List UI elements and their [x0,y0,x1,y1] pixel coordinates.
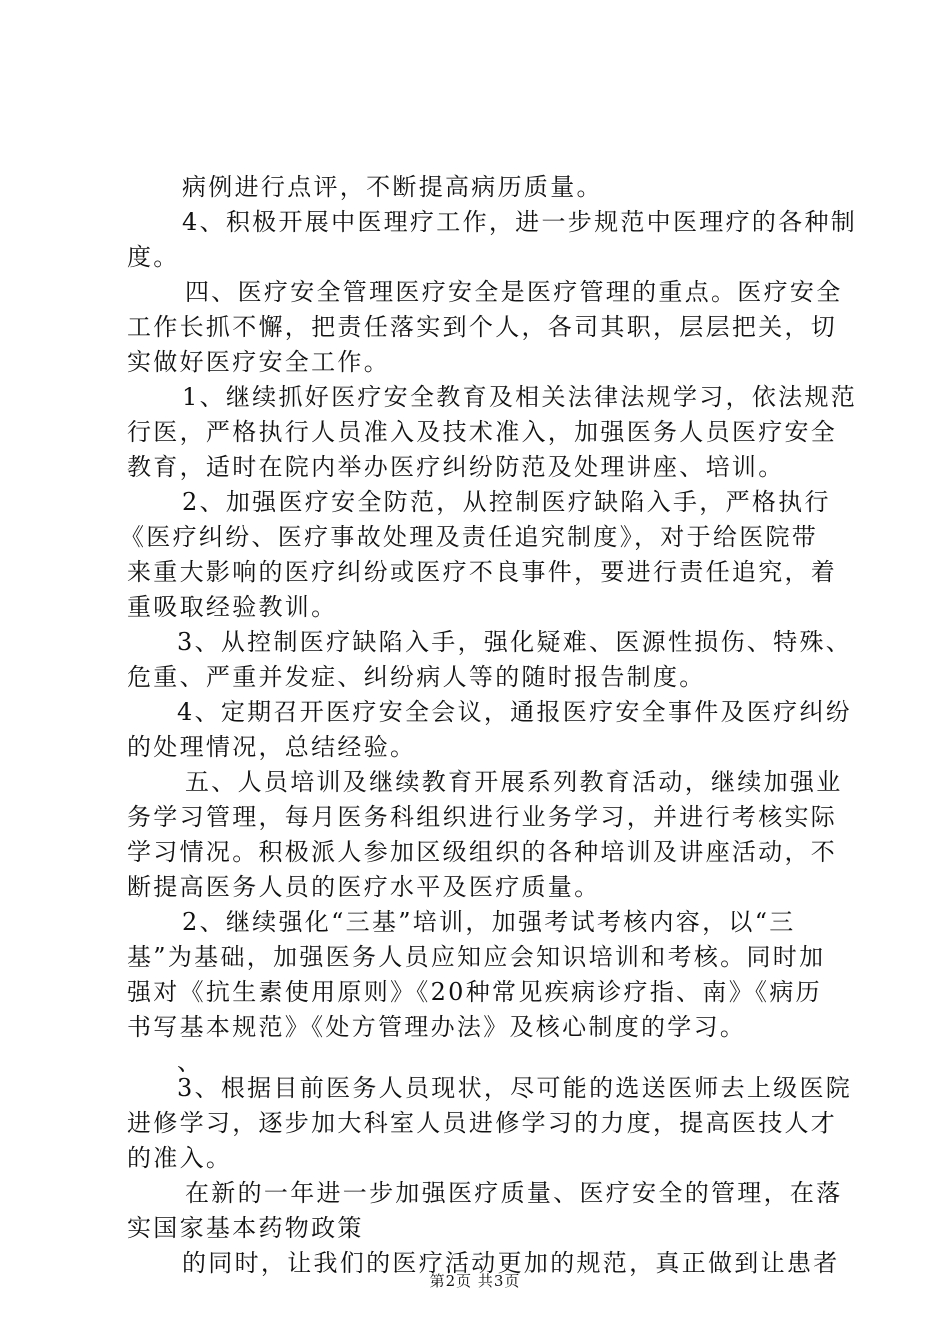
text-line: 1、继续抓好医疗安全教育及相关法律法规学习，依法规范 [182,383,858,411]
text-line: 教育，适时在院内举办医疗纠纷防范及处理讲座、培训。 [127,453,785,481]
text-line: 来重大影响的医疗纠纷或医疗不良事件，要进行责任追究，着 [127,558,838,586]
text-line: 书写基本规范》《处方管理办法》及核心制度的学习。 [127,1013,747,1041]
text-line: 3、从控制医疗缺陷入手，强化疑难、医源性损伤、特殊、 [177,628,853,656]
text-line: 进修学习，逐步加大科室人员进修学习的力度，提高医技人才 [127,1109,838,1137]
text-line: 3、根据目前医务人员现状，尽可能的选送医师去上级医院 [177,1074,853,1102]
text-line: 务学习管理，每月医务科组织进行业务学习，并进行考核实际 [127,803,838,831]
text-line: 断提高医务人员的医疗水平及医疗质量。 [127,873,601,901]
text-line: 《医疗纠纷、医疗事故处理及责任追究制度》，对于给医院带 [120,523,819,551]
text-line: 实国家基本药物政策 [127,1214,364,1242]
text-line: 危重、严重并发症、纠纷病人等的随时报告制度。 [127,663,706,691]
text-line: 实做好医疗安全工作。 [127,348,390,376]
text-line: 重吸取经验教训。 [127,593,338,621]
text-line: 基”为基础，加强医务人员应知应会知识培训和考核。同时加 [127,943,826,971]
text-line: 在新的一年进一步加强医疗质量、医疗安全的管理，在落 [185,1179,843,1207]
text-line: 四、医疗安全管理医疗安全是医疗管理的重点。医疗安全 [185,278,843,306]
text-line: 的处理情况，总结经验。 [127,733,417,761]
text-line: 2、加强医疗安全防范，从控制医疗缺陷入手，严格执行 [182,488,831,516]
text-line: 的准入。 [127,1144,233,1172]
text-line: 行医，严格执行人员准入及技术准入，加强医务人员医疗安全 [127,418,838,446]
text-line: 4、定期召开医疗安全会议，通报医疗安全事件及医疗纠纷 [177,698,853,726]
text-line: 度。 [127,243,180,271]
text-line: 、 [177,1048,204,1076]
text-line: 的同时，让我们的医疗活动更加的规范，真正做到让患者 [182,1249,840,1277]
text-line: 病例进行点评，不断提高病历质量。 [182,173,603,201]
text-line: 2、继续强化“三基”培训，加强考试考核内容，以“三 [182,908,796,936]
text-line: 工作长抓不懈，把责任落实到个人，各司其职，层层把关，切 [127,313,838,341]
text-line: 4、积极开展中医理疗工作，进一步规范中医理疗的各种制 [182,208,858,236]
text-line: 学习情况。积极派人参加区级组织的各种培训及讲座活动，不 [127,838,838,866]
text-line: 强对《抗生素使用原则》《20种常见疾病诊疗指、南》《病历 [127,978,822,1006]
text-line: 五、人员培训及继续教育开展系列教育活动，继续加强业 [185,768,843,796]
page-number-footer: 第2页 共3页 [429,1272,521,1290]
